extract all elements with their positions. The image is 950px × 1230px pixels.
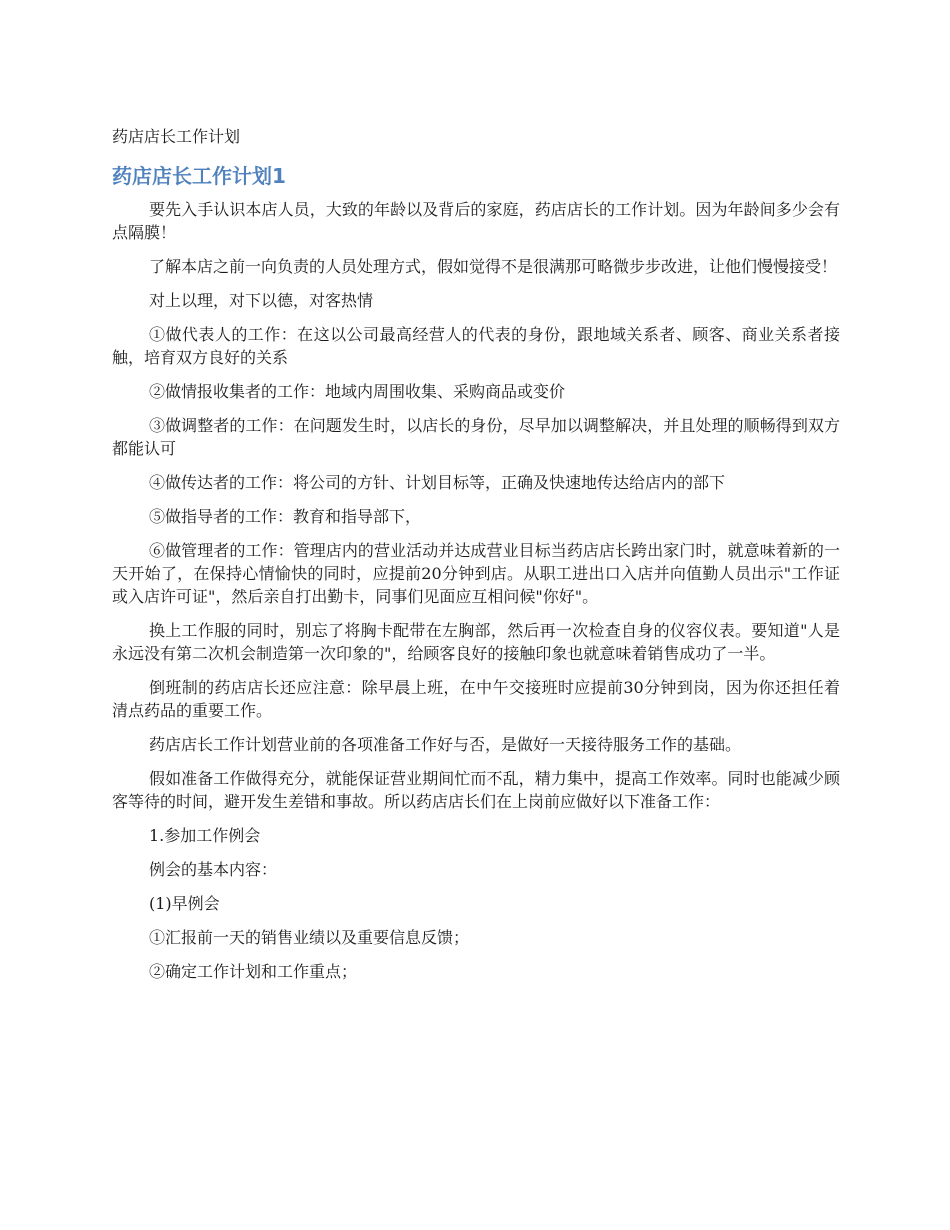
paragraph-15: 例会的基本内容： (149, 860, 278, 879)
paragraph-3: 对上以理，对下以德，对客热情 (149, 291, 374, 310)
paragraph-5: ②做情报收集者的工作：地域内周围收集、采购商品或变价 (149, 382, 566, 401)
section-heading: 药店店长工作计划1 (112, 164, 286, 188)
document-page (112, 124, 840, 994)
paragraph-12: 药店店长工作计划营业前的各项准备工作好与否，是做好一天接待服务工作的基础。 (149, 735, 742, 754)
paragraph-16: (1)早例会 (149, 894, 220, 913)
paragraph-4: ①做代表人的工作：在这以公司最高经营人的代表的身份，跟地域关系者、顾客、商业关系者接触，培育双方良好的关系 (112, 325, 840, 367)
paragraph-17: ①汇报前一天的销售业绩以及重要信息反馈； (149, 928, 470, 947)
paragraph-1: 要先入手认识本店人员，大致的年龄以及背后的家庭，药店店长的工作计划。因为年龄间多少会有点隔膜！ (112, 200, 840, 242)
document-title: 药店店长工作计划 (112, 127, 241, 146)
paragraph-14: 1.参加工作例会 (149, 826, 261, 845)
paragraph-11: 倒班制的药店店长还应注意：除早晨上班，在中午交接班时应提前30分钟到岗，因为你还担任着清点药品的重要工作。 (112, 678, 840, 720)
paragraph-13: 假如准备工作做得充分，就能保证营业期间忙而不乱，精力集中，提高工作效率。同时也能减少顾客等待的时间，避开发生差错和事故。所以药店店长们在上岗前应做好以下准备工作： (112, 769, 840, 811)
paragraph-8: ⑤做指导者的工作：教育和指导部下， (149, 507, 422, 526)
paragraph-2: 了解本店之前一向负责的人员处理方式，假如觉得不是很满那可略微步步改进，让他们慢慢接受！ (149, 257, 838, 276)
paragraph-18: ②确定工作计划和工作重点； (149, 962, 358, 981)
paragraph-7: ④做传达者的工作：将公司的方针、计划目标等，正确及快速地传达给店内的部下 (149, 473, 726, 492)
paragraph-9: ⑥做管理者的工作：管理店内的营业活动并达成营业目标当药店店长跨出家门时，就意味着新的一天开始了，在保持心情愉快的同时，应提前20分钟到店。从职工进出口入店并向值勤人员出示"工作证或入店许可证"，然后亲自打出勤卡，同事们见面应互相问候"你好"。 (112, 541, 840, 606)
paragraph-10: 换上工作服的同时，别忘了将胸卡配带在左胸部，然后再一次检查自身的仪容仪表。要知道"人是永远没有第二次机会制造第一次印象的"，给顾客良好的接触印象也就意味着销售成功了一半。 (112, 621, 840, 663)
paragraph-6: ③做调整者的工作：在问题发生时，以店长的身份，尽早加以调整解决，并且处理的顺畅得到双方都能认可 (112, 416, 840, 458)
